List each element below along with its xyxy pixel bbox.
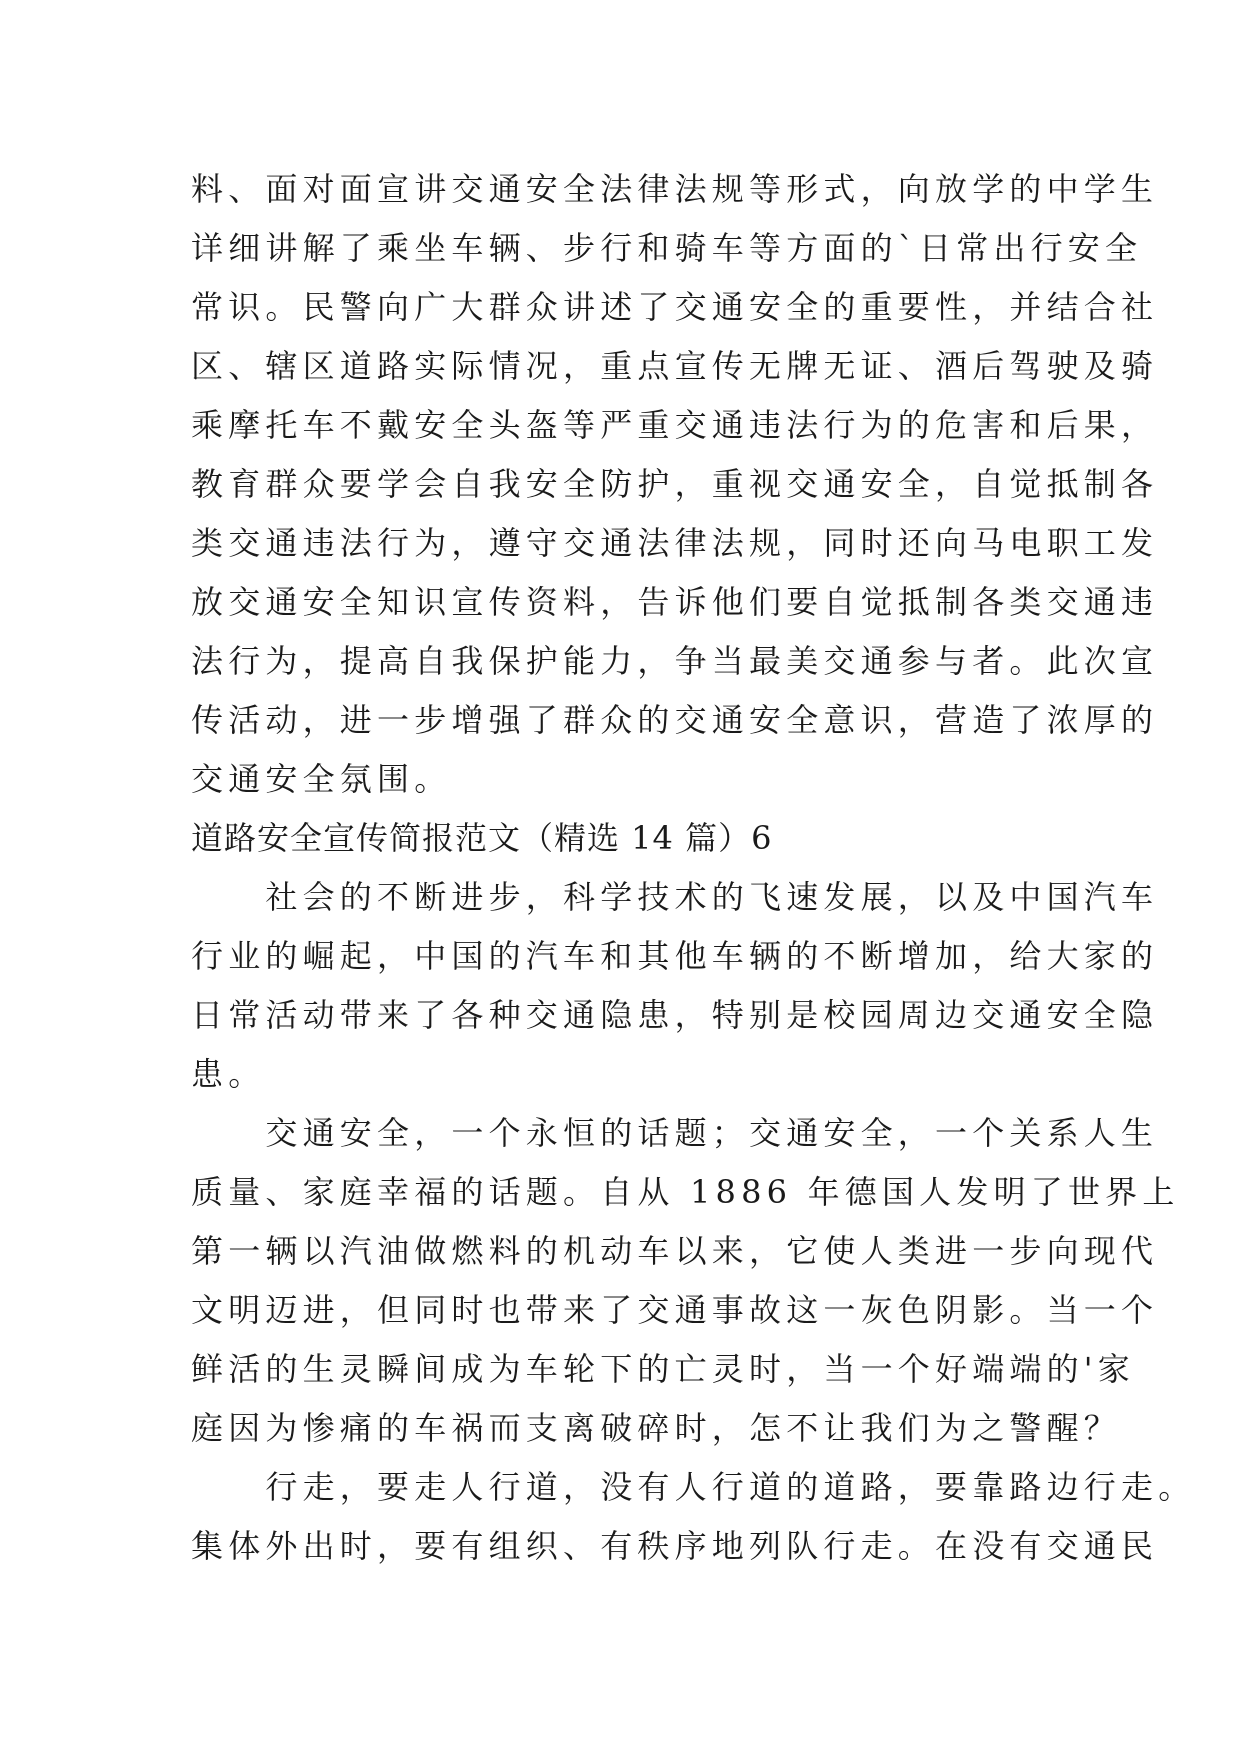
text-line: 乘摩托车不戴安全头盔等严重交通违法行为的危害和后果， [191,406,1159,444]
section-heading: 道路安全宣传简报范文（精选 14 篇）6 [191,819,773,857]
text-line: 料、面对面宣讲交通安全法律法规等形式，向放学的中学生 [191,170,1159,208]
text-line: 鲜活的生灵瞬间成为车轮下的亡灵时，当一个好端端的'家 [191,1350,1135,1388]
text-line: 文明迈进，但同时也带来了交通事故这一灰色阴影。当一个 [191,1291,1159,1329]
text-line: 第一辆以汽油做燃料的机动车以来，它使人类进一步向现代 [191,1232,1159,1270]
text-line: 集体外出时，要有组织、有秩序地列队行走。在没有交通民 [191,1527,1159,1565]
text-line: 法行为，提高自我保护能力，争当最美交通参与者。此次宣 [191,642,1159,680]
text-line: 详细讲解了乘坐车辆、步行和骑车等方面的`日常出行安全 [191,229,1143,267]
text-line: 放交通安全知识宣传资料，告诉他们要自觉抵制各类交通违 [191,583,1159,621]
text-line: 行业的崛起，中国的汽车和其他车辆的不断增加，给大家的 [191,937,1159,975]
text-line: 教育群众要学会自我安全防护，重视交通安全，自觉抵制各 [191,465,1159,503]
text-line: 类交通违法行为，遵守交通法律法规，同时还向马电职工发 [191,524,1159,562]
text-line: 区、辖区道路实际情况，重点宣传无牌无证、酒后驾驶及骑 [191,347,1159,385]
text-line: 庭因为惨痛的车祸而支离破碎时，怎不让我们为之警醒？ [191,1409,1122,1447]
text-line: 日常活动带来了各种交通隐患，特别是校园周边交通安全隐 [191,996,1159,1034]
body-text [191,160,1196,1576]
text-line: 质量、家庭幸福的话题。自从 1886 年德国人发明了世界上 [191,1173,1180,1211]
text-line: 社会的不断进步，科学技术的飞速发展，以及中国汽车 [191,878,1159,916]
text-line: 常识。民警向广大群众讲述了交通安全的重要性，并结合社 [191,288,1159,326]
text-line: 行走，要走人行道，没有人行道的道路，要靠路边行走。 [191,1468,1196,1506]
text-line: 患。 [191,1055,266,1093]
text-line: 交通安全氛围。 [191,760,452,798]
text-line: 传活动，进一步增强了群众的交通安全意识，营造了浓厚的 [191,701,1159,739]
text-line: 交通安全，一个永恒的话题；交通安全，一个关系人生 [191,1114,1159,1152]
